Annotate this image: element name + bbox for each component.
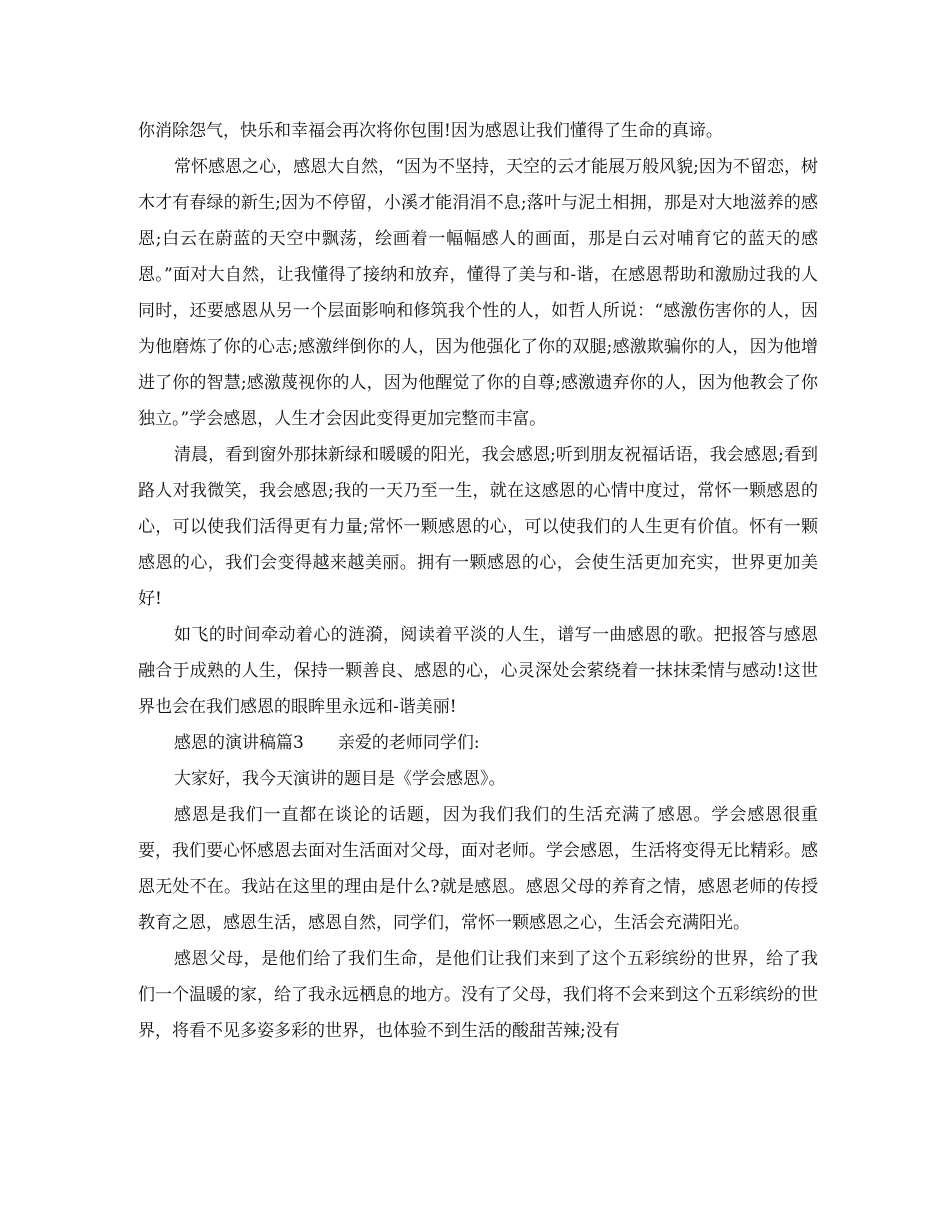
document-body bbox=[138, 113, 818, 1049]
paragraph: 清晨，看到窗外那抹新绿和暖暖的阳光，我会感恩;听到朋友祝福话语，我会感恩;看到路人对我微笑，我会感恩;我的一天乃至一生，就在这感恩的心情中度过，常怀一颗感恩的心，可以使我们活得更有力量;常怀一颗感恩的心，可以使我们的人生更有价值。怀有一颗感恩的心，我们会变得越来越美丽。拥有一颗感恩的心，会使生活更加充实，世界更加美好! bbox=[138, 445, 818, 609]
paragraph: 感恩是我们一直都在谈论的话题，因为我们我们的生活充满了感恩。学会感恩很重要，我们要心怀感恩去面对生活面对父母，面对老师。学会感恩，生活将变得无比精彩。感恩无处不在。我站在这里的理由是什么?就是感恩。感恩父母的养育之情，感恩老师的传授教育之恩，感恩生活，感恩自然，同学们，常怀一颗感恩之心，生活会充满阳光。 bbox=[138, 805, 818, 933]
paragraph: 你消除怨气，快乐和幸福会再次将你包围!因为感恩让我们懂得了生命的真谛。 bbox=[138, 121, 723, 141]
paragraph: 感恩父母，是他们给了我们生命，是他们让我们来到了这个五彩缤纷的世界，给了我们一个温暖的家，给了我永远栖息的地方。没有了父母，我们将不会来到这个五彩缤纷的世界，将看不见多姿多彩的世界，也体验不到生活的酸甜苦辣;没有 bbox=[138, 949, 818, 1041]
salutation: 亲爱的老师同学们: bbox=[337, 733, 480, 753]
paragraph: 常怀感恩之心，感恩大自然，“因为不坚持，天空的云才能展万般风貌;因为不留恋，树木才有春绿的新生;因为不停留，小溪才能涓涓不息;落叶与泥土相拥，那是对大地滋养的感恩;白云在蔚蓝的天空中飘荡，绘画着一幅幅感人的画面，那是白云对哺育它的蓝天的感恩。”面对大自然，让我懂得了接纳和放弃，懂得了美与和-谐，在感恩帮助和激励过我的人同时，还要感恩从另一个层面影响和修筑我个性的人，如哲人所说：“感激伤害你的人，因为他磨炼了你的心志;感激绊倒你的人，因为他强化了你的双腿;感激欺骗你的人，因为他增进了你的智慧;感激蔑视你的人，因为他醒觉了你的自尊;感激遗弃你的人，因为他教会了你独立。”学会感恩，人生才会因此变得更加完整而丰富。 bbox=[138, 157, 818, 429]
paragraph: 大家好，我今天演讲的题目是《学会感恩》。 bbox=[174, 769, 506, 789]
section-heading-line bbox=[138, 725, 818, 761]
paragraph: 如飞的时间牵动着心的涟漪，阅读着平淡的人生，谱写一曲感恩的歌。把报答与感恩融合于成熟的人生，保持一颗善良、感恩的心，心灵深处会萦绕着一抹抹柔情与感动!这世界也会在我们感恩的眼眸里永远和-谐美丽! bbox=[138, 625, 818, 717]
section-title: 感恩的演讲稿篇3 bbox=[174, 733, 304, 753]
